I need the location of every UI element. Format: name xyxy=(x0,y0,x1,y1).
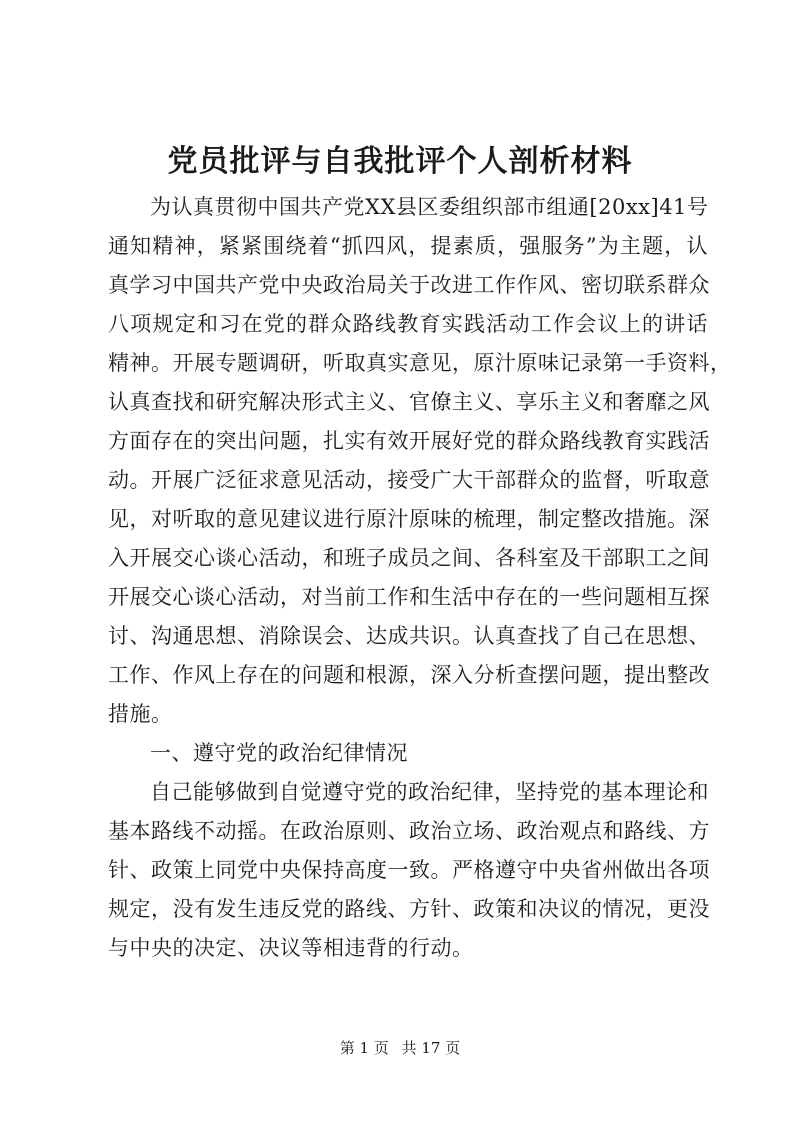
text-line: 为认真贯彻中国共产党XX县区委组织部市组通[20xx]41号 xyxy=(150,195,709,219)
text-line: 与中央的决定、决议等相违背的行动。 xyxy=(108,936,474,960)
text-line: 基本路线不动摇。在政治原则、政治立场、政治观点和路线、方 xyxy=(108,819,710,843)
page-footer xyxy=(0,1038,800,1058)
page-number: 第 1 页 xyxy=(339,1039,389,1057)
text-line: 真学习中国共产党中央政治局关于改进工作作风、密切联系群众 xyxy=(108,273,710,297)
text-line: 自己能够做到自觉遵守党的政治纪律，坚持党的基本理论和 xyxy=(150,780,709,804)
text-line: 通知精神，紧紧围绕着“抓四风，提素质，强服务”为主题，认 xyxy=(108,234,708,258)
document-body xyxy=(108,188,732,968)
paragraph-intro xyxy=(108,188,732,734)
text-line: 精神。开展专题调研，听取真实意见，原汁原味记录第一手资料， xyxy=(108,351,732,375)
page-total: 共 17 页 xyxy=(401,1039,461,1057)
text-line: 工作、作风上存在的问题和根源，深入分析查摆问题，提出整改 xyxy=(108,663,710,687)
text-line: 讨、沟通思想、消除误会、达成共识。认真查找了自己在思想、 xyxy=(108,624,710,648)
text-line: 针、政策上同党中央保持高度一致。严格遵守中央省州做出各项 xyxy=(108,858,710,882)
text-line: 方面存在的突出问题，扎实有效开展好党的群众路线教育实践活 xyxy=(108,429,710,453)
text-line: 开展交心谈心活动，对当前工作和生活中存在的一些问题相互探 xyxy=(108,585,710,609)
text-line: 入开展交心谈心活动，和班子成员之间、各科室及干部职工之间 xyxy=(108,546,710,570)
text-line: 规定，没有发生违反党的路线、方针、政策和决议的情况，更没 xyxy=(108,897,710,921)
section-heading xyxy=(108,734,708,773)
paragraph-political-discipline xyxy=(108,773,708,968)
section-heading-text: 一、遵守党的政治纪律情况 xyxy=(150,741,408,765)
text-line: 见，对听取的意见建议进行原汁原味的梳理，制定整改措施。深 xyxy=(108,507,710,531)
text-line: 动。开展广泛征求意见活动，接受广大干部群众的监督，听取意 xyxy=(108,468,710,492)
text-line: 八项规定和习在党的群众路线教育实践活动工作会议上的讲话 xyxy=(108,312,708,336)
text-line: 措施。 xyxy=(108,702,173,726)
page-title: 党员批评与自我批评个人剖析材料 xyxy=(167,144,633,179)
text-line: 认真查找和研究解决形式主义、官僚主义、享乐主义和奢靡之风 xyxy=(108,390,710,414)
